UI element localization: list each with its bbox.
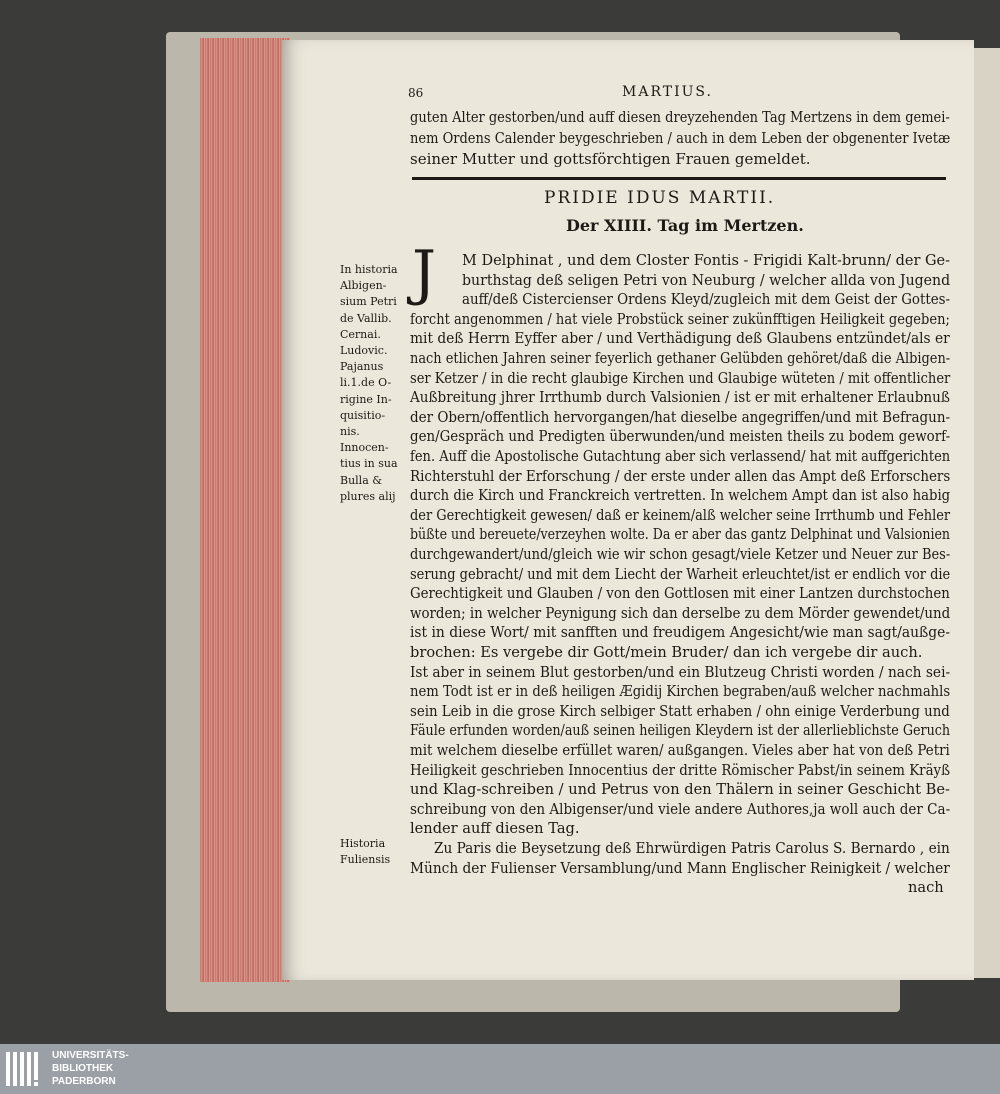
body-line: ist in diese Wort/ mit sanfften und freudigem Angesicht/wie man sagt/außge-	[410, 624, 951, 642]
library-name-line-2: BIBLIOTHEK	[52, 1063, 114, 1074]
body-line: Gerechtigkeit und Glauben / von den Gottlosen mit einer Lantzen durchstochen	[410, 585, 950, 603]
margin-note-line: In historia	[340, 263, 398, 276]
top-line-2: nem Ordens Calender beygeschrieben / auch in dem Leben der obgenenter Ivetæ	[410, 129, 951, 147]
body-line: burthstag deß seligen Petri von Neuburg / welcher allda von Jugend	[462, 271, 951, 289]
body-line: serung gebracht/ und mit dem Liecht der Warheit erleuchtet/ist er endlich vor die	[410, 565, 951, 583]
body-line: brochen: Es vergebe dir Gott/mein Bruder/ dan ich vergebe dir auch.	[410, 644, 923, 661]
margin-note-line: nis.	[340, 425, 360, 438]
body-line: auff/deß Cistercienser Ordens Kleyd/zugleich mit dem Geist der Gottes-	[462, 291, 951, 309]
body-line: Münch der Fulienser Versamblung/und Mann Englischer Reinigkeit / welcher	[410, 859, 950, 877]
body-line: Heiligkeit geschrieben Innocentius der dritte Römischer Pabst/in seinem Kräyß	[410, 761, 951, 779]
top-line-3: seiner Mutter und gottsförchtigen Frauen gemeldet.	[410, 150, 811, 168]
body-line: gen/Gespräch und Predigten überwunden/und meisten theils zu bodem geworf-	[410, 428, 951, 446]
margin-note-line: Cernai.	[340, 327, 381, 341]
facing-page-edge	[974, 48, 1000, 978]
top-line-1: guten Alter gestorben/und auff diesen dreyzehenden Tag Mertzens in dem gemei-	[410, 108, 950, 126]
page-number: 86	[408, 86, 424, 100]
margin-note-line: Innocen-	[340, 441, 389, 455]
footer-bar	[0, 1044, 1000, 1094]
margin-note-line: rigine In-	[340, 392, 392, 406]
body-line: M Delphinat , und dem Closter Fontis - Frigidi Kalt-brunn/ der Ge-	[462, 252, 951, 269]
margin-note-line: li.1.de O-	[340, 376, 392, 390]
body-line: nem Todt ist er in deß heiligen Ægidij Kirchen begraben/auß welcher nachmahls	[410, 683, 951, 701]
section-subheading: Der XIIII. Tag im Mertzen.	[566, 216, 804, 235]
section-rule	[412, 177, 946, 180]
body-line: forcht angenommen / hat viele Probstück seiner zukünfftigen Heiligkeit gegeben;	[410, 310, 950, 328]
body-line: nach	[908, 879, 944, 897]
body-line: fen. Auff die Apostolische Gutachtung aber sich verlassend/ hat mit auffgerichten	[410, 448, 951, 465]
body-line: durch die Kirch und Franckreich vertretten. In welchem Ampt dan ist also habig	[410, 487, 951, 505]
library-name-line-1: UNIVERSITÄTS-	[52, 1050, 129, 1061]
body-line: und Klag-schreiben / und Petrus von den Thälern in seiner Geschicht Be-	[410, 781, 950, 799]
margin-note-line: sium Petri	[340, 295, 397, 309]
body-line: mit welchem dieselbe erfüllet waren/ außgangen. Vieles aber hat von deß Petri	[410, 742, 950, 759]
body-line: nach etlichen Jahren seiner feyerlich gethaner Gelübden gehöret/daß die Albigen-	[410, 350, 951, 367]
body-line: der Obern/offentlich hervorgangen/hat dieselbe angegriffen/und mit Befragun-	[410, 408, 951, 426]
margin-note-line: Historia	[340, 837, 386, 850]
margin-note-line: quisitio-	[340, 408, 386, 422]
margin-note-line: Ludovic.	[340, 344, 388, 357]
body-line: der Gerechtigkeit gewesen/ daß er keinem/alß welcher seine Irrthumb und Fehler	[410, 506, 951, 524]
margin-note-line: Pajanus	[340, 360, 384, 374]
margin-note-line: plures alij	[340, 489, 396, 503]
section-heading: PRIDIE IDUS MARTII.	[544, 188, 776, 208]
body-line: worden; in welcher Peynigung sich dan derselbe zu dem Mörder gewendet/und	[410, 604, 951, 622]
margin-note-line: tius in sua	[340, 457, 398, 471]
body-line: Richterstuhl der Erforschung / der erste under allen das Ampt deß Erforschers	[410, 467, 951, 485]
running-head: MARTIUS.	[622, 84, 713, 100]
body-line: mit deß Herrn Eyffer aber / und Verthädigung deß Glaubens entzündet/als er	[410, 330, 950, 348]
body-line: lender auff diesen Tag.	[410, 820, 580, 838]
body-line: durchgewandert/und/gleich wie wir schon gesagt/viele Ketzer und Neuer zur Bes-	[410, 546, 951, 563]
page-edges	[200, 38, 290, 982]
body-line: Außbreitung jhrer Irrthumb durch Valsionien / ist er mit erhaltener Erlaubnuß	[410, 389, 950, 407]
body-line: Fäule erfunden worden/auß seinen heiligen Kleydern ist der allerlieblichste Geruch	[410, 722, 951, 740]
library-name-line-3: PADERBORN	[52, 1076, 116, 1087]
body-line: sein Leib in die grose Kirch selbiger Statt erhaben / ohn einige Verderbung und	[410, 702, 950, 720]
body-line: ser Ketzer / in die recht glaubige Kirchen und Glaubige wüteten / mit offentlicher	[410, 369, 951, 387]
margin-note-line: Bulla &	[340, 473, 383, 487]
drop-capital: J	[412, 238, 437, 308]
margin-note-line: Fuliensis	[340, 853, 391, 866]
margin-note-line: Albigen-	[340, 279, 387, 293]
margin-note-line: de Vallib.	[340, 311, 392, 325]
body-line: schreibung von den Albigenser/und viele andere Authores,ja woll auch der Ca-	[410, 800, 951, 818]
library-logo-icon	[4, 1048, 46, 1090]
library-name	[52, 1049, 129, 1088]
body-line: büßte und bereuete/verzeyhen wolte. Da er aber das gantz Delphinat und Valsionien	[410, 526, 951, 544]
body-line: Zu Paris die Beysetzung deß Ehrwürdigen Patris Carolus S. Bernardo , ein	[434, 840, 950, 857]
body-line: Ist aber in seinem Blut gestorben/und ein Blutzeug Christi worden / nach sei-	[410, 663, 951, 681]
